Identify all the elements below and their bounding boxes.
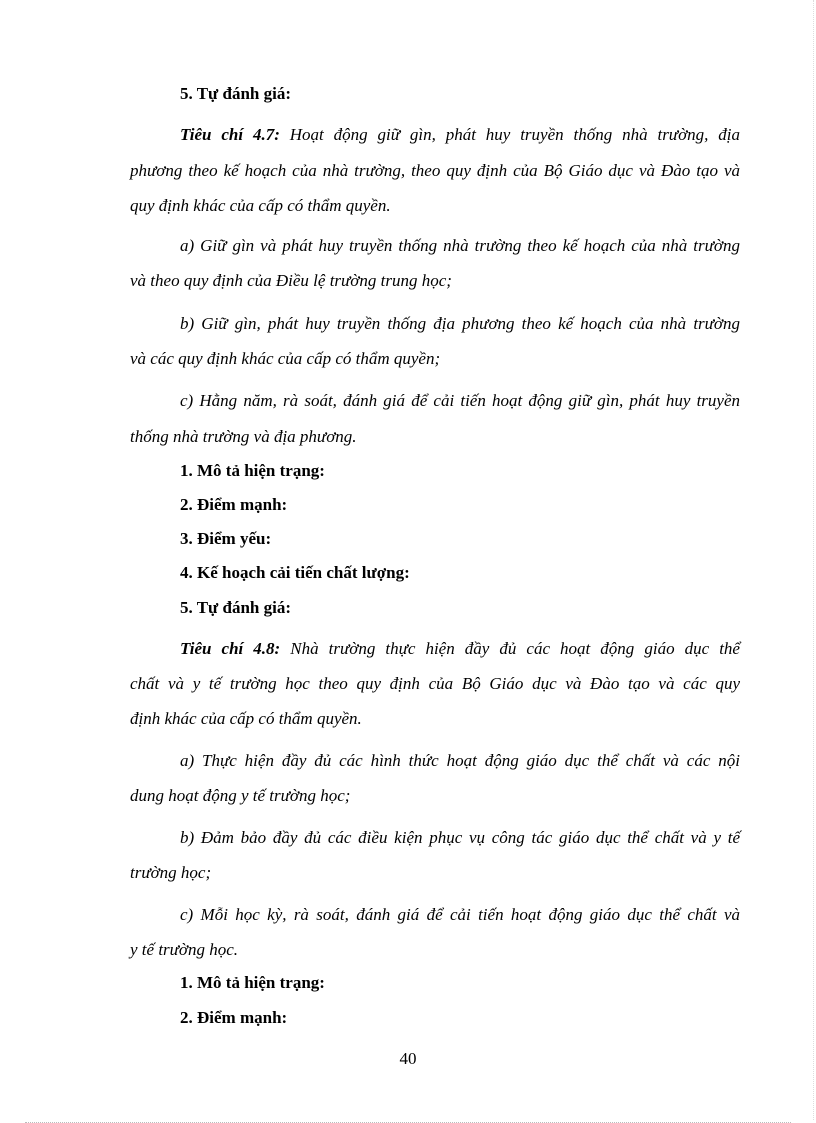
- criterion-4-7-line-2: phương theo kế hoạch của nhà trường, theo quy định của Bộ Giáo dục và Đào tạo và: [130, 161, 740, 180]
- page-right-border: [813, 0, 814, 1120]
- heading-strengths-2: 2. Điểm mạnh:: [180, 1008, 288, 1027]
- heading-self-assessment: 5. Tự đánh giá:: [180, 84, 291, 103]
- criterion-4-7-item-b-line-2: và các quy định khác của cấp có thẩm quyền;: [130, 349, 441, 368]
- criterion-4-7-label: Tiêu chí 4.7:: [180, 125, 280, 144]
- page-number: 40: [399, 1049, 417, 1068]
- heading-weaknesses: 3. Điểm yếu:: [180, 529, 272, 548]
- heading-improvement-plan: 4. Kế hoạch cải tiến chất lượng:: [180, 563, 410, 582]
- criterion-4-7-item-a-line-2: và theo quy định của Điều lệ trường trung học;: [130, 271, 452, 290]
- criterion-4-8-item-c-line-2: y tế trường học.: [130, 940, 239, 959]
- criterion-4-7-item-c-line-2: thống nhà trường và địa phương.: [130, 427, 357, 446]
- heading-self-assessment-2: 5. Tự đánh giá:: [180, 598, 291, 617]
- criterion-4-8-line-3: định khác của cấp có thẩm quyền.: [130, 709, 362, 728]
- criterion-4-7-item-a-line-1: a) Giữ gìn và phát huy truyền thống nhà trường theo kế hoạch của nhà trường: [180, 236, 740, 255]
- criterion-4-7-item-c-line-1: c) Hằng năm, rà soát, đánh giá để cải tiến hoạt động giữ gìn, phát huy truyền: [180, 391, 740, 410]
- criterion-4-7-item-b-line-1: b) Giữ gìn, phát huy truyền thống địa phương theo kế hoạch của nhà trường: [180, 314, 740, 333]
- criterion-4-8-label: Tiêu chí 4.8:: [180, 639, 281, 658]
- heading-strengths: 2. Điểm mạnh:: [180, 495, 288, 514]
- criterion-4-7-line-3: quy định khác của cấp có thẩm quyền.: [130, 196, 391, 215]
- criterion-4-8-line-1: Tiêu chí 4.8: Nhà trường thực hiện đầy đủ các hoạt động giáo dục thể: [180, 639, 740, 658]
- criterion-4-8-item-b-line-2: trường học;: [130, 863, 212, 882]
- criterion-4-8-item-b-line-1: b) Đảm bảo đầy đủ các điều kiện phục vụ công tác giáo dục thể chất và y tế: [180, 828, 740, 847]
- criterion-4-8-item-a-line-2: dung hoạt động y tế trường học;: [130, 786, 351, 805]
- heading-current-status: 1. Mô tả hiện trạng:: [180, 461, 325, 480]
- criterion-4-8-item-a-line-1: a) Thực hiện đầy đủ các hình thức hoạt động giáo dục thể chất và các nội: [180, 751, 740, 770]
- heading-current-status-2: 1. Mô tả hiện trạng:: [180, 973, 325, 992]
- criterion-4-8-line-2: chất và y tế trường học theo quy định của Bộ Giáo dục và Đào tạo và các quy: [130, 674, 740, 693]
- criterion-4-8-item-c-line-1: c) Mỗi học kỳ, rà soát, đánh giá để cải tiến hoạt động giáo dục thể chất và: [180, 905, 740, 924]
- criterion-4-7-line-1: Tiêu chí 4.7: Hoạt động giữ gìn, phát huy truyền thống nhà trường, địa: [180, 125, 740, 144]
